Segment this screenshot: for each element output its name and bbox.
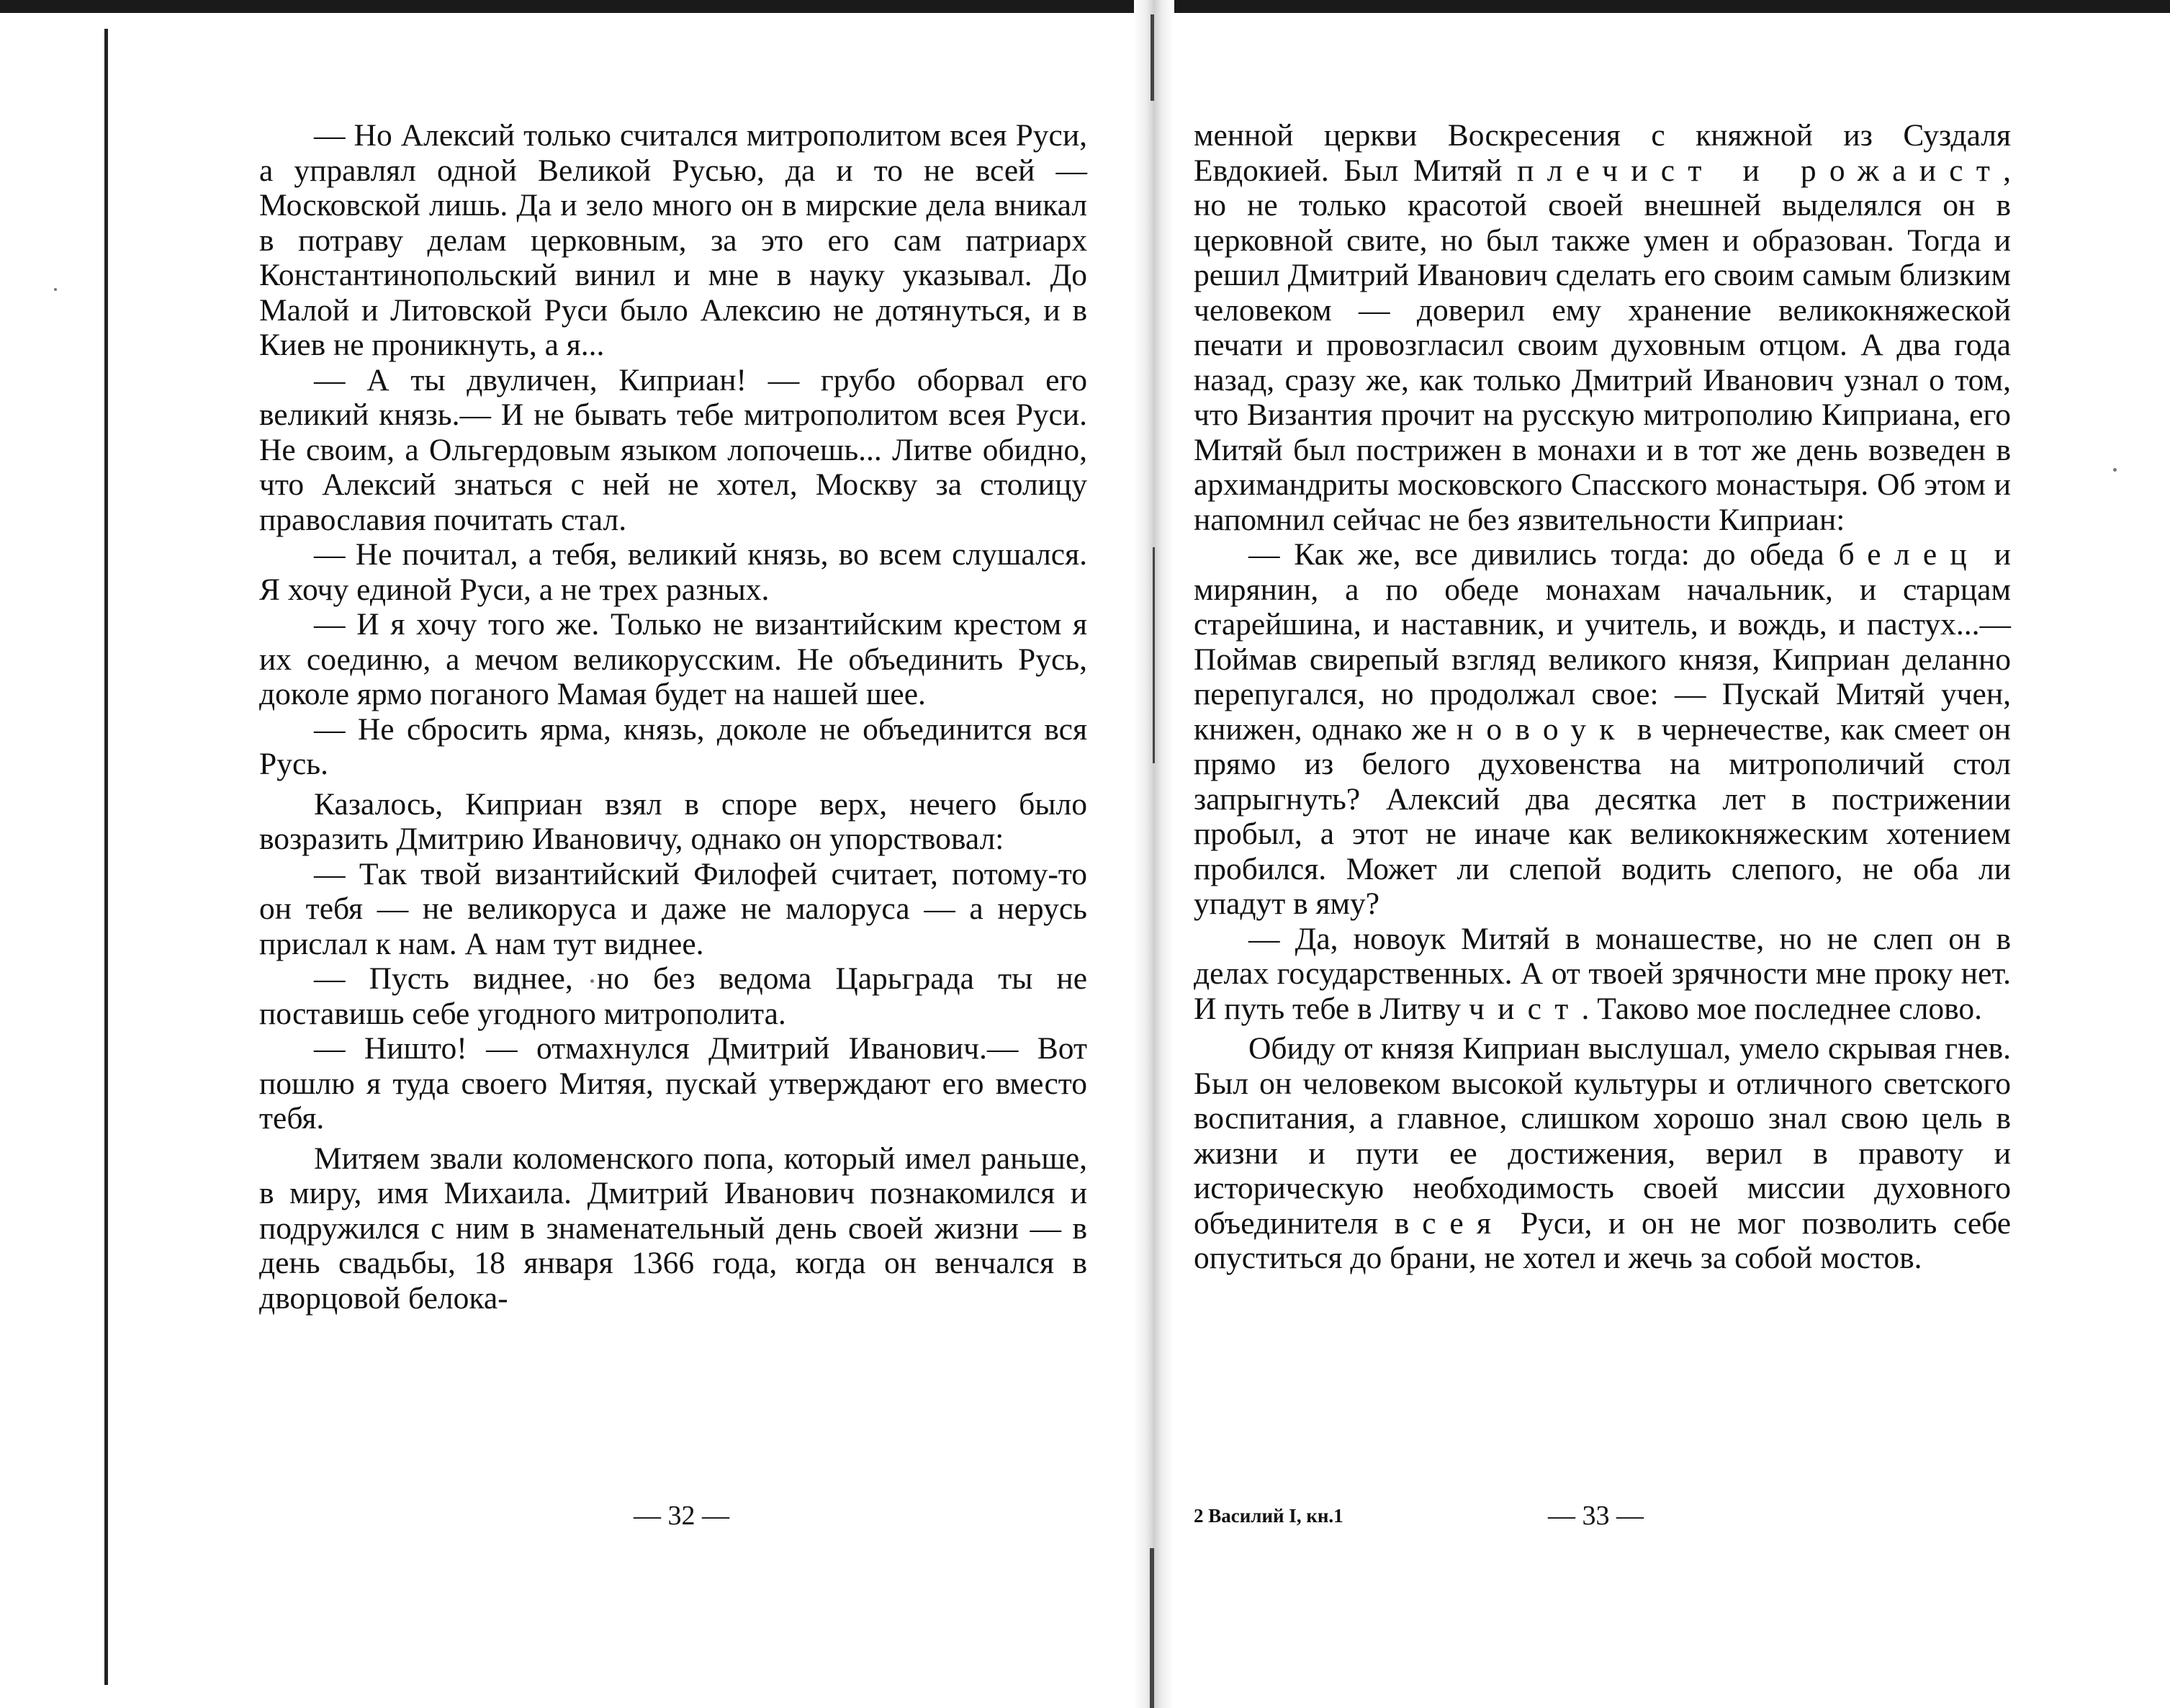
paragraph: — Не сбросить ярма, князь, доколе не объединится вся Русь. xyxy=(259,711,1087,781)
text-run: — Как же, все дивились тогда: до обеда xyxy=(1248,537,1839,572)
text-run: менной церкви Воскресения с княжной из Суздаля Евдокией. Был Митяй xyxy=(1194,118,2011,188)
paragraph: Казалось, Киприан взял в споре верх, нечего было возразить Дмитрию Ивановичу, однако он упорствовал: xyxy=(259,786,1087,856)
paragraph: — И я хочу того же. Только не византийским крестом я их соединю, а мечом великорусским. Не объединить Русь, доколе ярмо поганого Мамая будет на нашей шее. xyxy=(259,607,1087,711)
right-page-text xyxy=(1194,118,2011,1276)
gutter-shadow-mark xyxy=(1151,14,1154,101)
text-run: , но не только красотой своей внешней выделялся он в церковной свите, но был также умен и образован. Тогда и решил Дмитрий Иванович сделать его своим самым близким человеком — доверил ему хранение великокняжеской печати и провозгласил своим духовным отцом. А два года назад, сразу же, как только Дмитрий Иванович узнал о том, что Византия прочит на русскую митрополию Киприана, его Митяй был пострижен в монахи и в тот же день возведен в архимандриты московского Спасского монастыря. Об этом и напомнил сейчас не без язвительности Киприан: xyxy=(1194,153,2011,537)
paragraph: — Не почитал, а тебя, великий князь, во всем слушался. Я хочу единой Руси, а не трех разных. xyxy=(259,537,1087,607)
spaced-emphasis: чист xyxy=(1468,991,1582,1026)
paragraph: — Так твой византийский Филофей считает, потому-то он тебя — не великоруса и даже не малоруса — а нерусь прислал к нам. А нам тут виднее. xyxy=(259,856,1087,961)
paragraph: — Но Алексий только считался митрополитом всея Руси, а управлял одной Великой Русью, да и то не всей — Московской лишь. Да и зело много он в мирские дела вникал в потраву делам церковным, за это его сам патриарх Константинопольский винил и мне в науку указывал. До Малой и Литовской Руси было Алексию не дотянуться, и в Киев не проникнуть, а я... xyxy=(259,118,1087,362)
spaced-emphasis: всея xyxy=(1394,1205,1505,1241)
spaced-emphasis: плечист и рожаист xyxy=(1517,153,2004,188)
paragraph: — А ты двуличен, Киприан! — грубо оборвал его великий князь.— И не бывать тебе митрополитом всея Руси. Не своим, а Ольгердовым языком лопочешь... Литве обидно, что Алексий знаться с ней не хотел, Москву за столицу православия почитать стал. xyxy=(259,362,1087,537)
gutter-shadow-mark xyxy=(1150,1548,1154,1708)
text-run: . Таково мое последнее слово. xyxy=(1581,991,1983,1026)
text-run: — Да, новоук Митяй в монашестве, но не слеп он в делах государственных. А от твоей зрячности мне проку нет. И путь тебе в Литву xyxy=(1194,921,2011,1026)
text-run: Обиду от князя Киприан выслушал, умело скрывая гнев. Был он человеком высокой культуры и отличного светского воспитания, а главное, слишком хорошо знал свою цель в жизни и пути ее достижения, верил в правоту и историческую необходимость своей миссии духовного объединителя xyxy=(1194,1031,2011,1241)
scan-top-edge xyxy=(0,0,2170,13)
scan-speck xyxy=(2113,468,2117,472)
paragraph xyxy=(1194,118,2011,537)
gutter-shadow-mark xyxy=(1153,547,1155,763)
text-run: и мирянин, а по обеде монахам начальник, и старцам старейшина, и наставник, и учитель, и вождь, и пастух...— Поймав свирепый взгляд великого князя, Киприан деланно перепугался, но продолжал свое: — Пускай Митяй учен, книжен, однако же xyxy=(1194,537,2011,747)
page-number: — 33 — xyxy=(1548,1501,1644,1531)
paragraph xyxy=(1194,537,2011,922)
printer-signature: 2 Василий I, кн.1 xyxy=(1194,1505,1343,1527)
book-gutter xyxy=(1134,0,1174,1708)
page-number: — 32 — xyxy=(634,1501,729,1531)
paragraph: — Ништо! — отмахнулся Дмитрий Иванович.— Вот пошлю я туда своего Митяя, пускай утверждают его вместо тебя. xyxy=(259,1031,1087,1136)
text-run: Руси, и он не мог позволить себе опуститься до брани, не хотел и жечь за собой мостов. xyxy=(1194,1205,2012,1275)
text-run: в чернечестве, как смеет он прямо из белого духовенства на митрополичий стол запрыгнуть? Алексий два десятка лет в пострижении пробыл, а этот не иначе как великокняжеским хотением пробился. Может ли слепой водить слепого, не оба ли упадут в яму? xyxy=(1194,711,2011,921)
paragraph xyxy=(1194,922,2011,1027)
paragraph: — Пусть виднее, но без ведома Царьграда ты не поставишь себе угодного митрополита. xyxy=(259,961,1087,1031)
spaced-emphasis: новоук xyxy=(1456,711,1628,747)
paragraph: Митяем звали коломенского попа, который имел раньше, в миру, имя Михаила. Дмитрий Иванович познакомился и подружился с ним в знаменательный день своей жизни — в день свадьбы, 18 января 1366 года, когда он венчался в дворцовой белока- xyxy=(259,1141,1087,1316)
spaced-emphasis: белец xyxy=(1838,537,1980,572)
scan-left-edge xyxy=(104,29,108,1685)
scan-speck xyxy=(54,288,57,291)
paragraph xyxy=(1194,1031,2011,1276)
left-page-text xyxy=(259,118,1087,1316)
